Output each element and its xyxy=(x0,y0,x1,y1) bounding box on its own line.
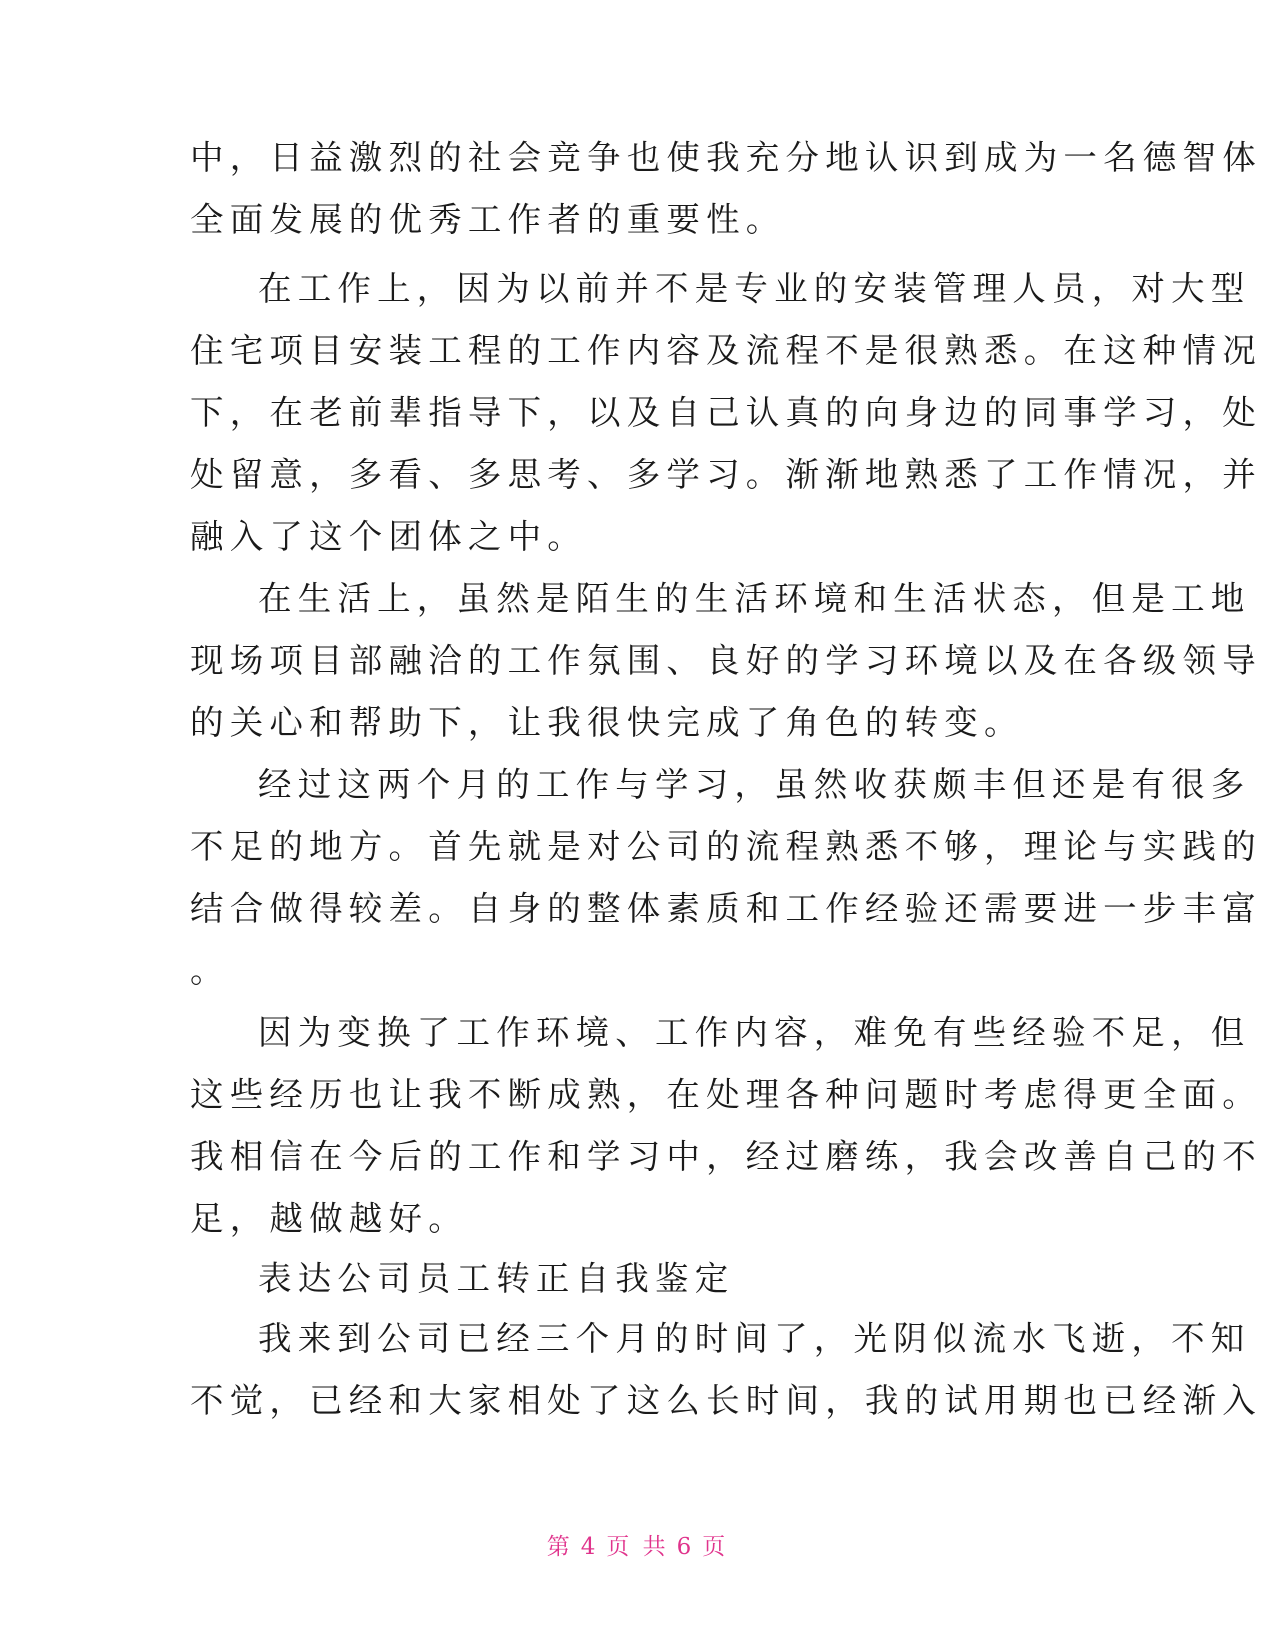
current-page-number: 4 xyxy=(580,1534,599,1560)
section-heading: 表达公司员工转正自我鉴定 xyxy=(258,1259,735,1298)
paragraph-start-line: 我来到公司已经三个月的时间了，光阴似流水飞逝，不知 xyxy=(258,1319,1251,1358)
footer-suffix: 页 xyxy=(702,1534,729,1560)
page-footer xyxy=(0,1528,1275,1561)
text-line: 融入了这个团体之中。 xyxy=(190,517,587,556)
text-line: 全面发展的优秀工作者的重要性。 xyxy=(190,200,786,239)
text-line: 。 xyxy=(190,951,230,990)
text-line: 不足的地方。首先就是对公司的流程熟悉不够，理论与实践的 xyxy=(190,827,1262,866)
text-line: 处留意，多看、多思考、多学习。渐渐地熟悉了工作情况，并 xyxy=(190,455,1262,494)
text-line: 下，在老前辈指导下，以及自己认真的向身边的同事学习，处 xyxy=(190,393,1262,432)
text-line: 的关心和帮助下，让我很快完成了角色的转变。 xyxy=(190,703,1024,742)
footer-prefix: 第 xyxy=(546,1534,573,1560)
text-line: 不觉，已经和大家相处了这么长时间，我的试用期也已经渐入 xyxy=(190,1381,1262,1420)
paragraph-start-line: 在工作上，因为以前并不是专业的安装管理人员，对大型 xyxy=(258,269,1251,308)
text-line: 这些经历也让我不断成熟，在处理各种问题时考虑得更全面。 xyxy=(190,1075,1262,1114)
footer-middle: 页 共 xyxy=(606,1534,669,1560)
paragraph-start-line: 经过这两个月的工作与学习，虽然收获颇丰但还是有很多 xyxy=(258,765,1251,804)
text-line: 足，越做越好。 xyxy=(190,1199,468,1238)
text-line: 现场项目部融洽的工作氛围、良好的学习环境以及在各级领导 xyxy=(190,641,1262,680)
text-line: 结合做得较差。自身的整体素质和工作经验还需要进一步丰富 xyxy=(190,889,1262,928)
text-line: 我相信在今后的工作和学习中，经过磨练，我会改善自己的不 xyxy=(190,1137,1262,1176)
text-line: 中，日益激烈的社会竞争也使我充分地认识到成为一名德智体 xyxy=(190,138,1262,177)
paragraph-start-line: 因为变换了工作环境、工作内容，难免有些经验不足，但 xyxy=(258,1013,1251,1052)
total-page-count: 6 xyxy=(676,1534,695,1560)
paragraph-start-line: 在生活上，虽然是陌生的生活环境和生活状态，但是工地 xyxy=(258,579,1251,618)
text-line: 住宅项目安装工程的工作内容及流程不是很熟悉。在这种情况 xyxy=(190,331,1262,370)
